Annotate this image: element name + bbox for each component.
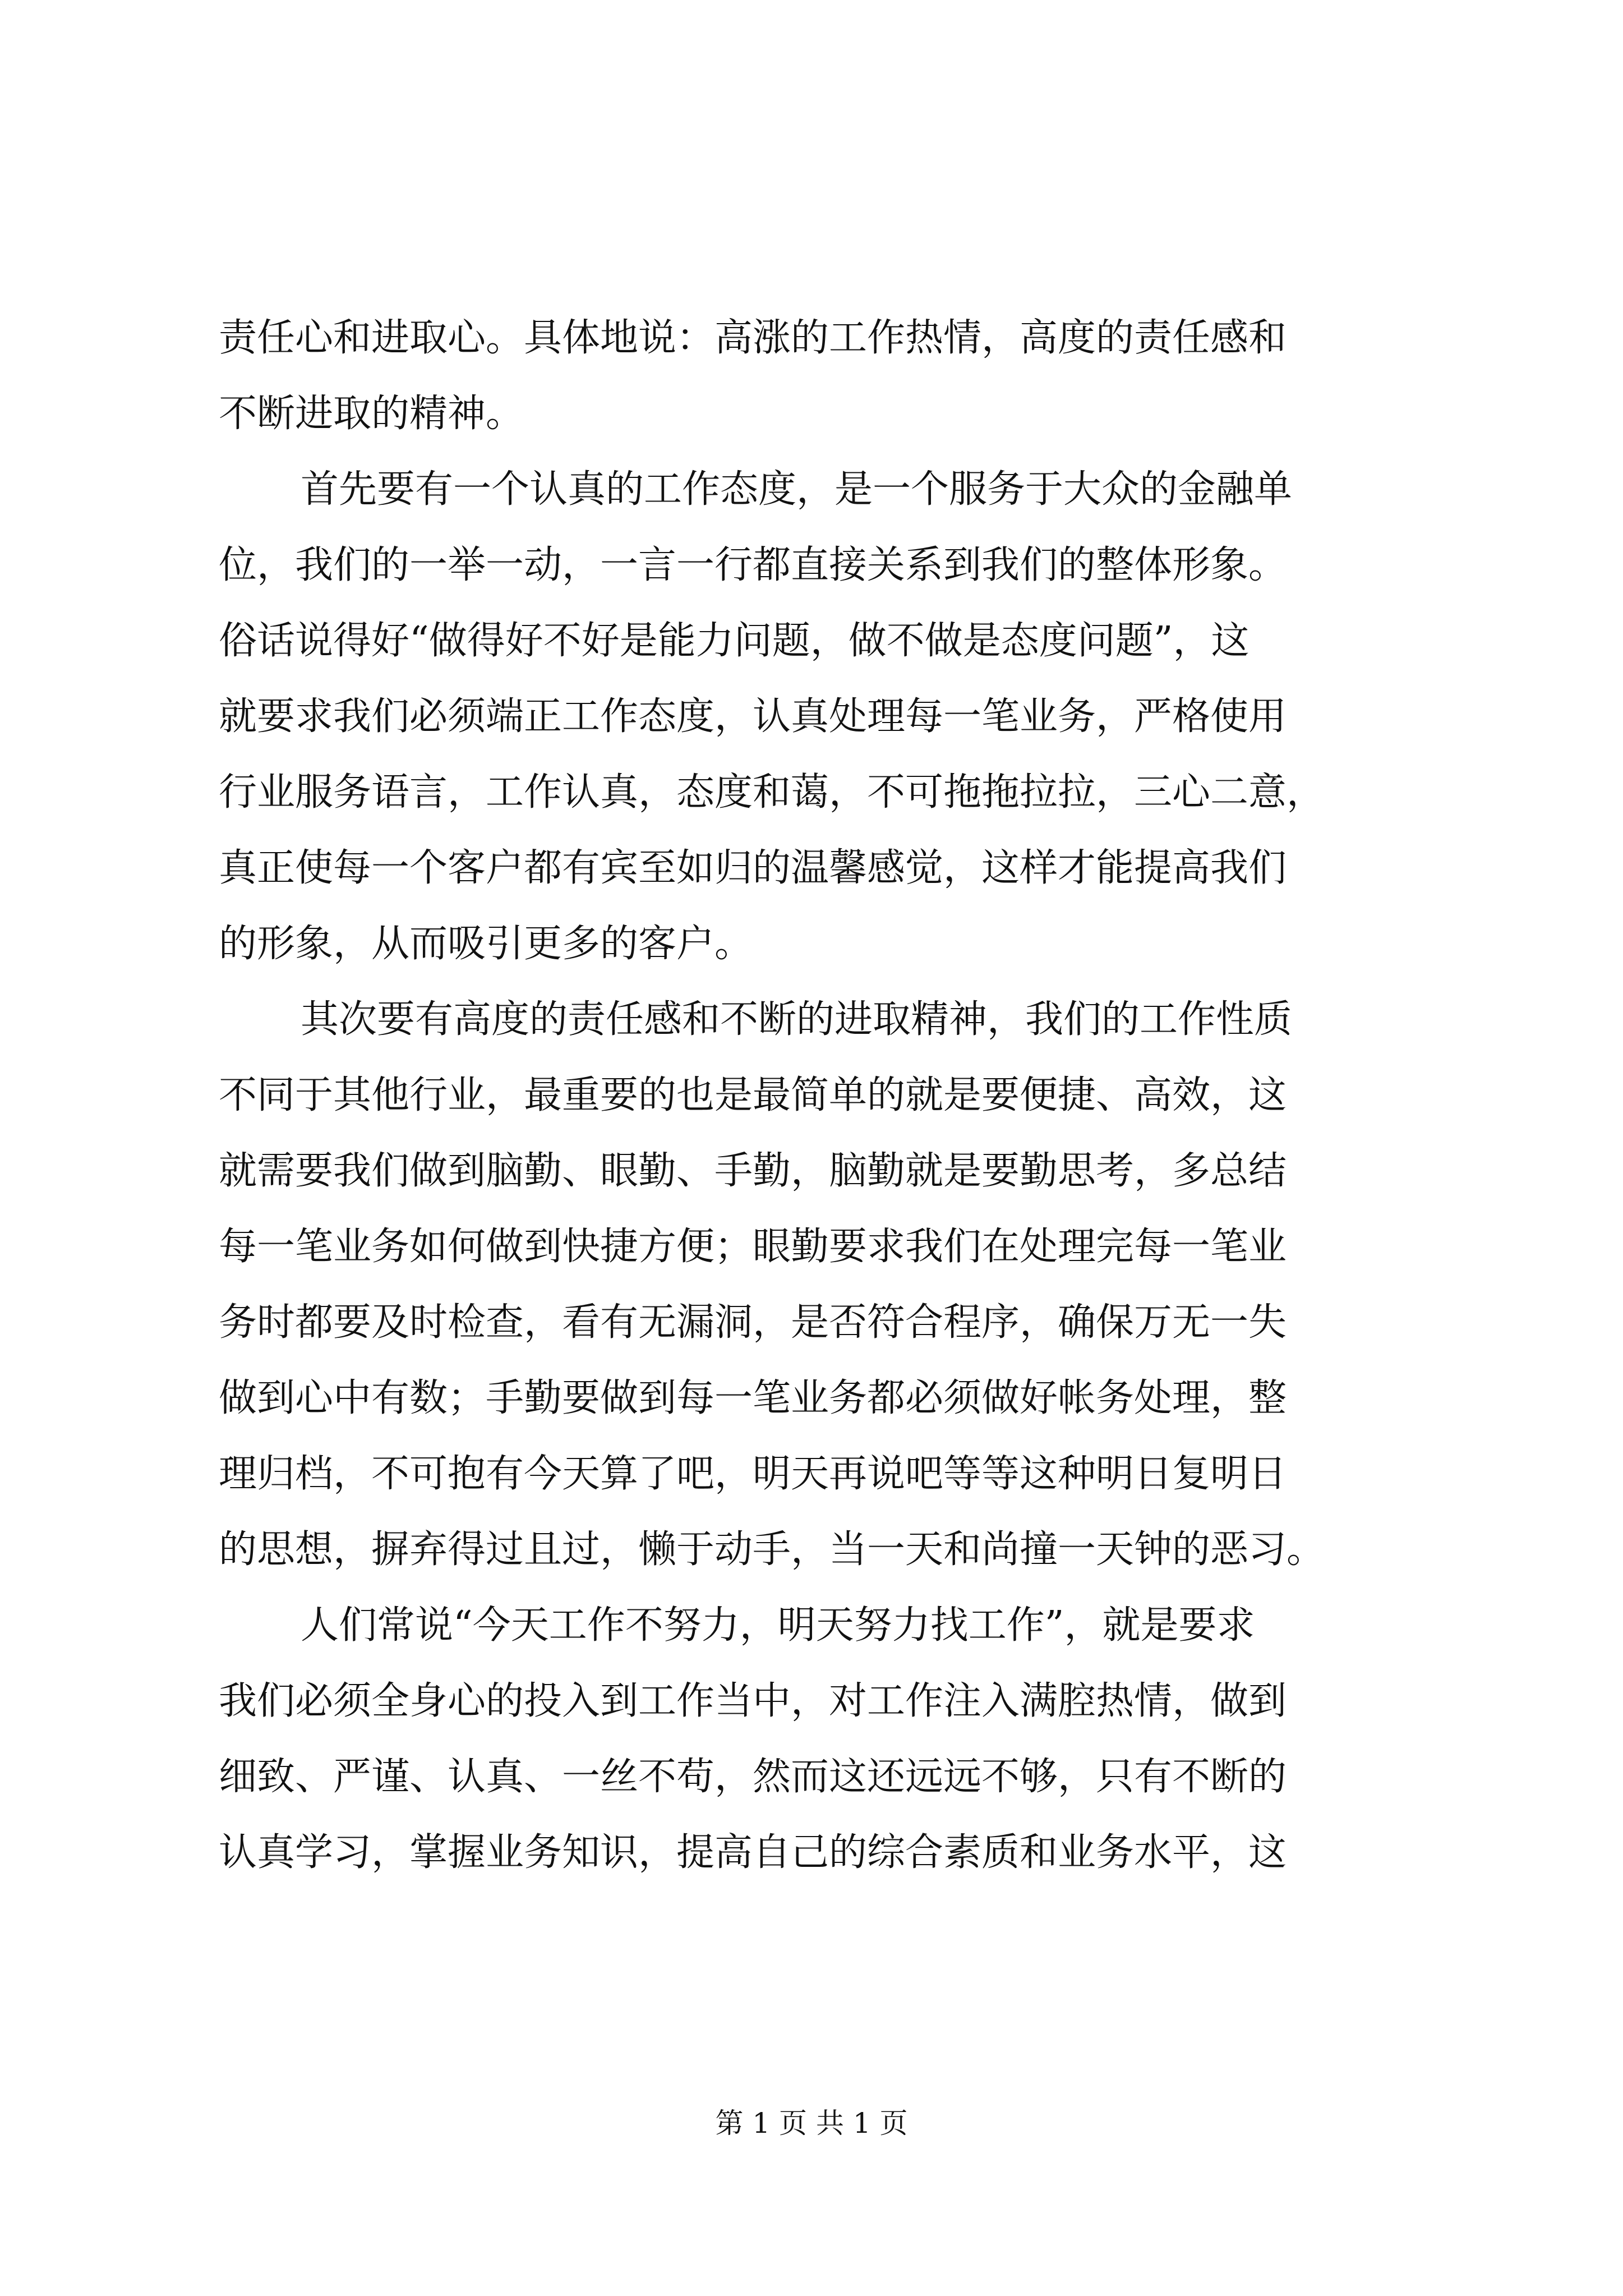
text-line: 每一笔业务如何做到快捷方便；眼勤要求我们在处理完每一笔业 bbox=[219, 1225, 1287, 1269]
text-line: 俗话说得好“做得好不好是能力问题，做不做是态度问题”，这 bbox=[219, 619, 1249, 663]
text-line: 责任心和进取心。具体地说：高涨的工作热情，高度的责任感和 bbox=[219, 316, 1287, 360]
text-line: 的思想，摒弃得过且过，懒于动手，当一天和尚撞一天钟的恶习。 bbox=[219, 1527, 1325, 1572]
text-line: 细致、严谨、认真、一丝不苟，然而这还远远不够，只有不断的 bbox=[219, 1755, 1287, 1799]
text-line: 务时都要及时检查，看有无漏洞，是否符合程序，确保万无一失 bbox=[219, 1300, 1287, 1345]
document-body bbox=[219, 300, 1430, 1890]
text-line: 其次要有高度的责任感和不断的进取精神，我们的工作性质 bbox=[301, 997, 1293, 1042]
paragraph bbox=[219, 300, 1430, 452]
text-line: 就要求我们必须端正工作态度，认真处理每一笔业务，严格使用 bbox=[219, 694, 1287, 739]
paragraph bbox=[219, 1588, 1430, 1890]
text-line: 首先要有一个认真的工作态度，是一个服务于大众的金融单 bbox=[301, 467, 1293, 512]
text-line: 真正使每一个客户都有宾至如归的温馨感觉，这样才能提高我们 bbox=[219, 846, 1287, 890]
text-line: 行业服务语言，工作认真，态度和蔼，不可拖拖拉拉，三心二意， bbox=[219, 770, 1325, 815]
text-line: 理归档，不可抱有今天算了吧，明天再说吧等等这种明日复明日 bbox=[219, 1452, 1287, 1496]
text-line: 不同于其他行业，最重要的也是最简单的就是要便捷、高效，这 bbox=[219, 1073, 1287, 1117]
text-line: 的形象，从而吸引更多的客户。 bbox=[219, 922, 753, 966]
text-line: 人们常说“今天工作不努力，明天努力找工作”，就是要求 bbox=[301, 1603, 1255, 1648]
text-line: 不断进取的精神。 bbox=[219, 392, 524, 436]
paragraph bbox=[219, 452, 1430, 982]
text-line: 位，我们的一举一动，一言一行都直接关系到我们的整体形象。 bbox=[219, 543, 1287, 587]
text-line: 我们必须全身心的投入到工作当中，对工作注入满腔热情，做到 bbox=[219, 1679, 1287, 1723]
text-line: 就需要我们做到脑勤、眼勤、手勤，脑勤就是要勤思考，多总结 bbox=[219, 1149, 1287, 1193]
text-line: 做到心中有数；手勤要做到每一笔业务都必须做好帐务处理，整 bbox=[219, 1376, 1287, 1420]
paragraph bbox=[219, 982, 1430, 1588]
text-line: 认真学习，掌握业务知识，提高自己的综合素质和业务水平，这 bbox=[219, 1830, 1287, 1875]
page-number-footer: 第 1 页 共 1 页 bbox=[715, 2107, 908, 2139]
